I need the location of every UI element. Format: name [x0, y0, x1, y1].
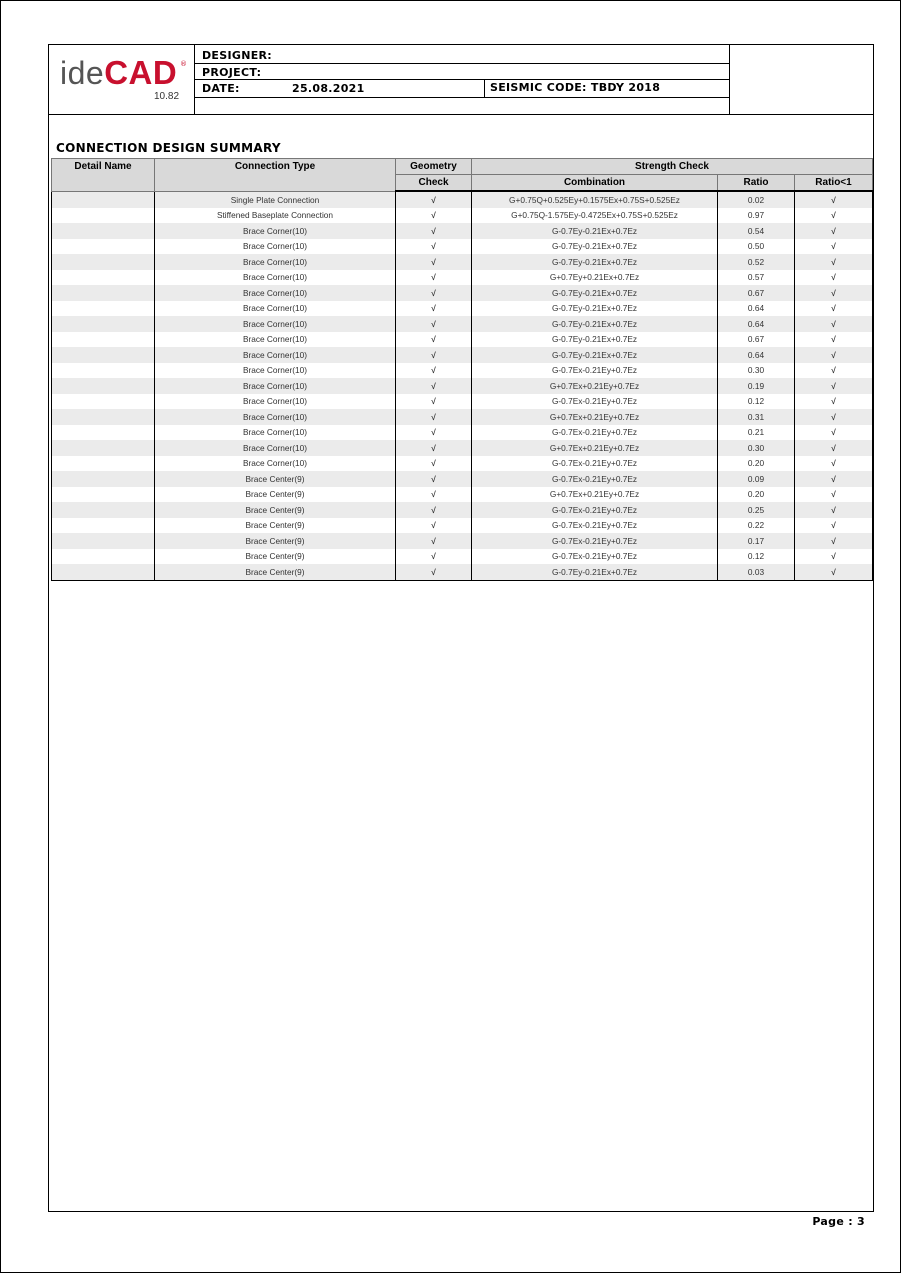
- table-row: [52, 487, 873, 503]
- geometry-check-mark: √: [396, 487, 472, 503]
- geometry-check-mark: √: [396, 394, 472, 410]
- geometry-check-mark: √: [396, 518, 472, 534]
- ratio-cell: 0.97: [718, 208, 795, 224]
- detail-name-cell: [52, 409, 155, 425]
- geometry-check-mark: √: [396, 564, 472, 580]
- table-row: [52, 239, 873, 255]
- connection-type-cell: Brace Corner(10): [155, 285, 396, 301]
- connection-type-cell: Brace Corner(10): [155, 254, 396, 270]
- connection-type-cell: Brace Corner(10): [155, 363, 396, 379]
- combination-cell: G+0.7Ex+0.21Ey+0.7Ez: [472, 440, 718, 456]
- ratio-cell: 0.03: [718, 564, 795, 580]
- table-row: [52, 270, 873, 286]
- detail-name-cell: [52, 456, 155, 472]
- table-row: [52, 254, 873, 270]
- table-header-row: [52, 159, 873, 175]
- logo-cad-text: CAD: [104, 54, 178, 91]
- ratio-cell: 0.52: [718, 254, 795, 270]
- combination-cell: G-0.7Ex-0.21Ey+0.7Ez: [472, 533, 718, 549]
- detail-name-cell: [52, 471, 155, 487]
- ratio-lt1-check-mark: √: [795, 487, 873, 503]
- ratio-lt1-check-mark: √: [795, 378, 873, 394]
- detail-name-cell: [52, 378, 155, 394]
- detail-name-cell: [52, 270, 155, 286]
- seismic-code: SEISMIC CODE: TBDY 2018: [484, 80, 660, 97]
- geometry-check-mark: √: [396, 549, 472, 565]
- logo-box: [48, 44, 195, 114]
- table-row: [52, 191, 873, 208]
- ratio-cell: 0.30: [718, 440, 795, 456]
- connection-type-cell: Brace Center(9): [155, 518, 396, 534]
- col-geometry-check: Check: [396, 175, 472, 192]
- ratio-cell: 0.19: [718, 378, 795, 394]
- connection-type-cell: Brace Corner(10): [155, 301, 396, 317]
- detail-name-cell: [52, 502, 155, 518]
- ratio-lt1-check-mark: √: [795, 564, 873, 580]
- table-row: [52, 440, 873, 456]
- combination-cell: G-0.7Ex-0.21Ey+0.7Ez: [472, 363, 718, 379]
- geometry-check-mark: √: [396, 347, 472, 363]
- geometry-check-mark: √: [396, 425, 472, 441]
- detail-name-cell: [52, 425, 155, 441]
- ratio-lt1-check-mark: √: [795, 394, 873, 410]
- detail-name-cell: [52, 208, 155, 224]
- connection-type-cell: Brace Corner(10): [155, 332, 396, 348]
- connection-type-cell: Brace Corner(10): [155, 409, 396, 425]
- ratio-lt1-check-mark: √: [795, 223, 873, 239]
- connection-type-cell: Brace Corner(10): [155, 378, 396, 394]
- detail-name-cell: [52, 487, 155, 503]
- ratio-lt1-check-mark: √: [795, 518, 873, 534]
- col-ratio: Ratio: [718, 175, 795, 192]
- col-detail-name: Detail Name: [52, 159, 155, 192]
- ratio-lt1-check-mark: √: [795, 254, 873, 270]
- combination-cell: G+0.7Ex+0.21Ey+0.7Ez: [472, 409, 718, 425]
- table-row: [52, 425, 873, 441]
- table-row: [52, 549, 873, 565]
- ratio-lt1-check-mark: √: [795, 471, 873, 487]
- detail-name-cell: [52, 223, 155, 239]
- header-info-block: [194, 44, 730, 114]
- col-connection-type: Connection Type: [155, 159, 396, 192]
- logo-ide-text: ide: [60, 55, 105, 91]
- combination-cell: G+0.75Q+0.525Ey+0.1575Ex+0.75S+0.525Ez: [472, 191, 718, 208]
- geometry-check-mark: √: [396, 316, 472, 332]
- ratio-lt1-check-mark: √: [795, 363, 873, 379]
- combination-cell: G-0.7Ex-0.21Ey+0.7Ez: [472, 502, 718, 518]
- connection-summary-table: [51, 158, 873, 581]
- ratio-cell: 0.21: [718, 425, 795, 441]
- ratio-cell: 0.50: [718, 239, 795, 255]
- table-row: [52, 285, 873, 301]
- ratio-cell: 0.54: [718, 223, 795, 239]
- ratio-lt1-check-mark: √: [795, 502, 873, 518]
- combination-cell: G-0.7Ey-0.21Ex+0.7Ez: [472, 285, 718, 301]
- ratio-lt1-check-mark: √: [795, 425, 873, 441]
- col-geometry: Geometry: [396, 159, 472, 175]
- combination-cell: G-0.7Ey-0.21Ex+0.7Ez: [472, 301, 718, 317]
- ratio-cell: 0.20: [718, 456, 795, 472]
- detail-name-cell: [52, 440, 155, 456]
- ratio-cell: 0.64: [718, 347, 795, 363]
- ratio-cell: 0.12: [718, 549, 795, 565]
- connection-type-cell: Brace Center(9): [155, 471, 396, 487]
- detail-name-cell: [52, 239, 155, 255]
- ratio-cell: 0.67: [718, 285, 795, 301]
- ratio-lt1-check-mark: √: [795, 301, 873, 317]
- detail-name-cell: [52, 254, 155, 270]
- geometry-check-mark: √: [396, 440, 472, 456]
- connection-type-cell: Brace Center(9): [155, 549, 396, 565]
- combination-cell: G-0.7Ey-0.21Ex+0.7Ez: [472, 254, 718, 270]
- connection-type-cell: Brace Center(9): [155, 533, 396, 549]
- ratio-cell: 0.25: [718, 502, 795, 518]
- ratio-lt1-check-mark: √: [795, 239, 873, 255]
- geometry-check-mark: √: [396, 533, 472, 549]
- geometry-check-mark: √: [396, 332, 472, 348]
- geometry-check-mark: √: [396, 502, 472, 518]
- header-divider: [48, 114, 874, 115]
- combination-cell: G-0.7Ey-0.21Ex+0.7Ez: [472, 332, 718, 348]
- geometry-check-mark: √: [396, 270, 472, 286]
- ratio-lt1-check-mark: √: [795, 191, 873, 208]
- geometry-check-mark: √: [396, 456, 472, 472]
- detail-name-cell: [52, 549, 155, 565]
- geometry-check-mark: √: [396, 378, 472, 394]
- connection-type-cell: Brace Corner(10): [155, 239, 396, 255]
- detail-name-cell: [52, 301, 155, 317]
- ratio-cell: 0.67: [718, 332, 795, 348]
- ratio-cell: 0.64: [718, 301, 795, 317]
- combination-cell: G-0.7Ey-0.21Ex+0.7Ez: [472, 564, 718, 580]
- connection-type-cell: Brace Corner(10): [155, 270, 396, 286]
- detail-name-cell: [52, 564, 155, 580]
- combination-cell: G+0.75Q-1.575Ey-0.4725Ex+0.75S+0.525Ez: [472, 208, 718, 224]
- detail-name-cell: [52, 191, 155, 208]
- ratio-lt1-check-mark: √: [795, 332, 873, 348]
- connection-type-cell: Brace Corner(10): [155, 394, 396, 410]
- combination-cell: G-0.7Ex-0.21Ey+0.7Ez: [472, 456, 718, 472]
- ratio-cell: 0.57: [718, 270, 795, 286]
- connection-type-cell: Brace Corner(10): [155, 347, 396, 363]
- combination-cell: G-0.7Ex-0.21Ey+0.7Ez: [472, 394, 718, 410]
- table-row: [52, 223, 873, 239]
- ratio-cell: 0.22: [718, 518, 795, 534]
- ratio-lt1-check-mark: √: [795, 208, 873, 224]
- version-label: 10.82: [154, 91, 180, 102]
- ratio-cell: 0.31: [718, 409, 795, 425]
- ratio-lt1-check-mark: √: [795, 440, 873, 456]
- geometry-check-mark: √: [396, 301, 472, 317]
- col-ratio-lt1: Ratio<1: [795, 175, 873, 192]
- designer-row: [194, 47, 729, 64]
- ratio-cell: 0.17: [718, 533, 795, 549]
- table-row: [52, 564, 873, 580]
- ratio-lt1-check-mark: √: [795, 409, 873, 425]
- connection-type-cell: Brace Corner(10): [155, 223, 396, 239]
- ratio-cell: 0.12: [718, 394, 795, 410]
- table-row: [52, 409, 873, 425]
- table-row: [52, 518, 873, 534]
- table-row: [52, 316, 873, 332]
- idecad-logo: [60, 56, 177, 90]
- combination-cell: G-0.7Ex-0.21Ey+0.7Ez: [472, 518, 718, 534]
- ratio-lt1-check-mark: √: [795, 316, 873, 332]
- ratio-cell: 0.02: [718, 191, 795, 208]
- connection-type-cell: Single Plate Connection: [155, 191, 396, 208]
- connection-type-cell: Brace Corner(10): [155, 425, 396, 441]
- combination-cell: G+0.7Ey+0.21Ex+0.7Ez: [472, 270, 718, 286]
- ratio-lt1-check-mark: √: [795, 270, 873, 286]
- date-row: [194, 80, 729, 98]
- geometry-check-mark: √: [396, 471, 472, 487]
- geometry-check-mark: √: [396, 223, 472, 239]
- designer-label: DESIGNER:: [202, 49, 272, 62]
- ratio-lt1-check-mark: √: [795, 347, 873, 363]
- date-label: DATE:: [202, 82, 240, 95]
- project-row: [194, 64, 729, 80]
- table-row: [52, 208, 873, 224]
- connection-type-cell: Brace Corner(10): [155, 456, 396, 472]
- geometry-check-mark: √: [396, 285, 472, 301]
- col-strength-check: Strength Check: [472, 159, 873, 175]
- detail-name-cell: [52, 363, 155, 379]
- geometry-check-mark: √: [396, 254, 472, 270]
- combination-cell: G-0.7Ex-0.21Ey+0.7Ez: [472, 425, 718, 441]
- combination-cell: G-0.7Ex-0.21Ey+0.7Ez: [472, 549, 718, 565]
- detail-name-cell: [52, 285, 155, 301]
- connection-type-cell: Brace Center(9): [155, 487, 396, 503]
- combination-cell: G+0.7Ex+0.21Ey+0.7Ez: [472, 378, 718, 394]
- ratio-cell: 0.64: [718, 316, 795, 332]
- table-row: [52, 456, 873, 472]
- geometry-check-mark: √: [396, 239, 472, 255]
- combination-cell: G-0.7Ex-0.21Ey+0.7Ez: [472, 471, 718, 487]
- project-label: PROJECT:: [202, 66, 262, 79]
- connection-type-cell: Brace Center(9): [155, 564, 396, 580]
- detail-name-cell: [52, 347, 155, 363]
- geometry-check-mark: √: [396, 208, 472, 224]
- connection-type-cell: Stiffened Baseplate Connection: [155, 208, 396, 224]
- registered-mark: ®: [180, 60, 187, 68]
- combination-cell: G-0.7Ey-0.21Ex+0.7Ez: [472, 223, 718, 239]
- geometry-check-mark: √: [396, 409, 472, 425]
- detail-name-cell: [52, 533, 155, 549]
- geometry-check-mark: √: [396, 191, 472, 208]
- ratio-cell: 0.30: [718, 363, 795, 379]
- col-combination: Combination: [472, 175, 718, 192]
- detail-name-cell: [52, 394, 155, 410]
- ratio-lt1-check-mark: √: [795, 533, 873, 549]
- ratio-lt1-check-mark: √: [795, 549, 873, 565]
- combination-cell: G-0.7Ey-0.21Ex+0.7Ez: [472, 316, 718, 332]
- connection-type-cell: Brace Corner(10): [155, 440, 396, 456]
- combination-cell: G-0.7Ey-0.21Ex+0.7Ez: [472, 347, 718, 363]
- ratio-lt1-check-mark: √: [795, 456, 873, 472]
- detail-name-cell: [52, 518, 155, 534]
- connection-type-cell: Brace Corner(10): [155, 316, 396, 332]
- ratio-lt1-check-mark: √: [795, 285, 873, 301]
- table-row: [52, 363, 873, 379]
- table-row: [52, 347, 873, 363]
- ratio-cell: 0.20: [718, 487, 795, 503]
- table-row: [52, 502, 873, 518]
- page-number: Page : 3: [812, 1215, 865, 1228]
- combination-cell: G-0.7Ey-0.21Ex+0.7Ez: [472, 239, 718, 255]
- table-row: [52, 301, 873, 317]
- detail-name-cell: [52, 332, 155, 348]
- geometry-check-mark: √: [396, 363, 472, 379]
- header-top-line: [194, 44, 729, 45]
- report-title: CONNECTION DESIGN SUMMARY: [56, 141, 281, 155]
- detail-name-cell: [52, 316, 155, 332]
- table-row: [52, 332, 873, 348]
- connection-type-cell: Brace Center(9): [155, 502, 396, 518]
- combination-cell: G+0.7Ex+0.21Ey+0.7Ez: [472, 487, 718, 503]
- table-row: [52, 394, 873, 410]
- table-row: [52, 471, 873, 487]
- date-value: 25.08.2021: [292, 82, 365, 95]
- table-row: [52, 533, 873, 549]
- ratio-cell: 0.09: [718, 471, 795, 487]
- table-row: [52, 378, 873, 394]
